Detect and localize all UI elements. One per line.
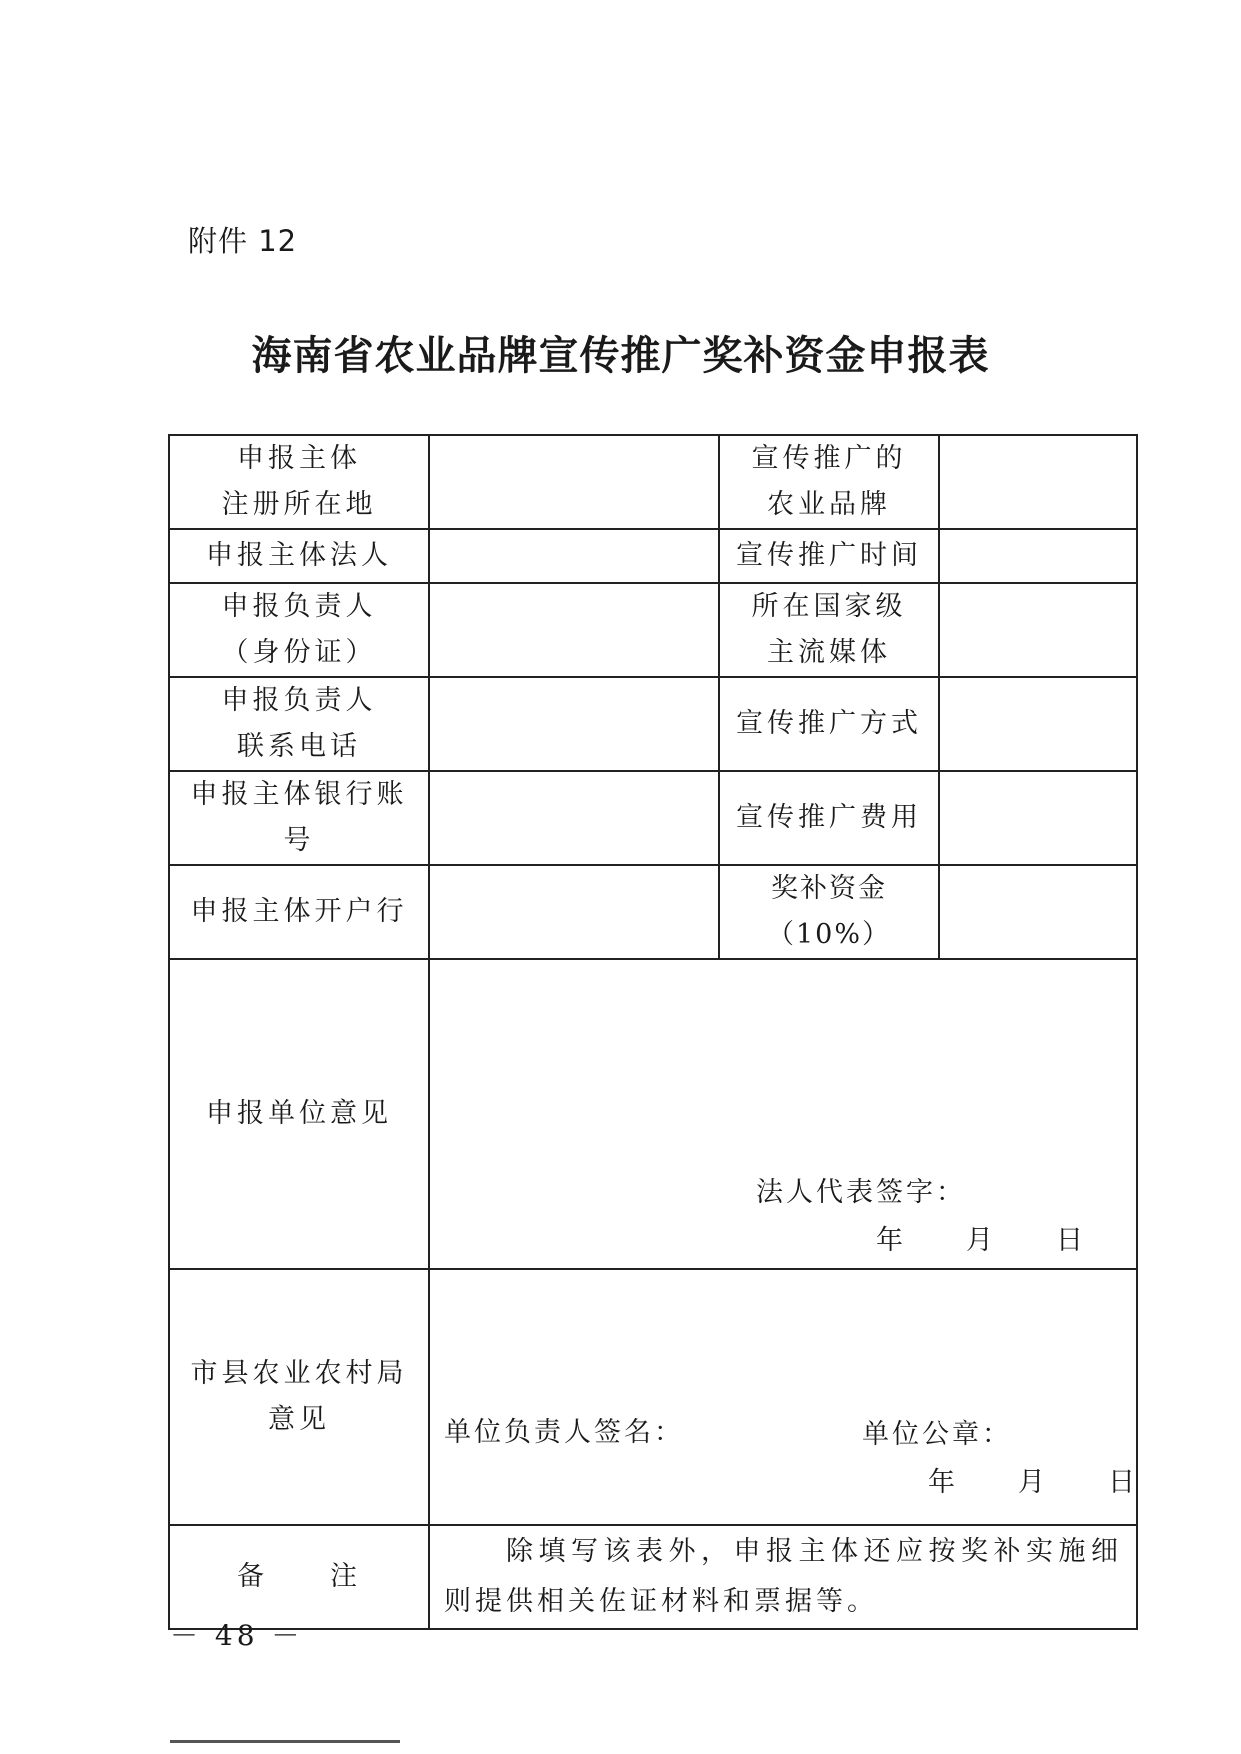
label-bank-branch: 申报主体开户行: [169, 865, 429, 959]
form-row-responsible-phone: [169, 677, 1137, 771]
legal-rep-signature-label: 法人代表签字：: [756, 1177, 966, 1208]
field-bank-account[interactable]: [429, 771, 719, 865]
field-responsible-phone[interactable]: [429, 677, 719, 771]
form-row-responsible-id: [169, 583, 1137, 677]
label-promotion-cost: 宣传推广费用: [719, 771, 939, 865]
label-applicant-opinion: 申报单位意见: [169, 959, 429, 1269]
field-promotion-method[interactable]: [939, 677, 1137, 771]
applicant-date-label: 年 月 日: [876, 1225, 1086, 1256]
label-national-media: 所在国家级 主流媒体: [719, 583, 939, 677]
form-row-applicant-opinion: [169, 959, 1137, 1269]
field-promoted-brand[interactable]: [939, 435, 1137, 529]
footer-divider: [170, 1740, 400, 1743]
label-subsidy-amount: 奖补资金（10%）: [719, 865, 939, 959]
county-date-label: 年 月 日: [928, 1467, 1138, 1498]
field-legal-person[interactable]: [429, 529, 719, 583]
label-legal-person: 申报主体法人: [169, 529, 429, 583]
form-row-bank-branch: [169, 865, 1137, 959]
field-promotion-time[interactable]: [939, 529, 1137, 583]
label-promotion-time: 宣传推广时间: [719, 529, 939, 583]
remarks-text: 除填写该表外，申报主体还应按奖补实施细则提供相关佐证材料和票据等。: [444, 1536, 1122, 1617]
field-national-media[interactable]: [939, 583, 1137, 677]
label-responsible-id: 申报负责人 （身份证）: [169, 583, 429, 677]
field-county-opinion[interactable]: [429, 1269, 1137, 1525]
application-form-table: [168, 434, 1138, 1630]
label-promotion-method: 宣传推广方式: [719, 677, 939, 771]
field-registration-location[interactable]: [429, 435, 719, 529]
field-promotion-cost[interactable]: [939, 771, 1137, 865]
unit-seal-label: 单位公章：: [862, 1419, 1012, 1450]
form-row-county-opinion: [169, 1269, 1137, 1525]
form-row-remarks: [169, 1525, 1137, 1629]
form-row-bank-account: [169, 771, 1137, 865]
field-subsidy-amount[interactable]: [939, 865, 1137, 959]
label-county-opinion: 市县农业农村局 意见: [169, 1269, 429, 1525]
remarks-content: [429, 1525, 1137, 1629]
form-row-registration: [169, 435, 1137, 529]
unit-leader-signature-label: 单位负责人签名：: [444, 1417, 684, 1448]
field-responsible-id[interactable]: [429, 583, 719, 677]
label-responsible-phone: 申报负责人 联系电话: [169, 677, 429, 771]
label-remarks: 备 注: [169, 1525, 429, 1629]
attachment-label: 附件 12: [188, 224, 298, 258]
form-title: 海南省农业品牌宣传推广奖补资金申报表: [251, 332, 990, 379]
label-registration-location: 申报主体 注册所在地: [169, 435, 429, 529]
label-promoted-brand: 宣传推广的 农业品牌: [719, 435, 939, 529]
field-applicant-opinion[interactable]: [429, 959, 1137, 1269]
form-row-legal-person: [169, 529, 1137, 583]
page-number: － 48 －: [170, 1619, 304, 1652]
field-bank-branch[interactable]: [429, 865, 719, 959]
label-bank-account: 申报主体银行账号: [169, 771, 429, 865]
